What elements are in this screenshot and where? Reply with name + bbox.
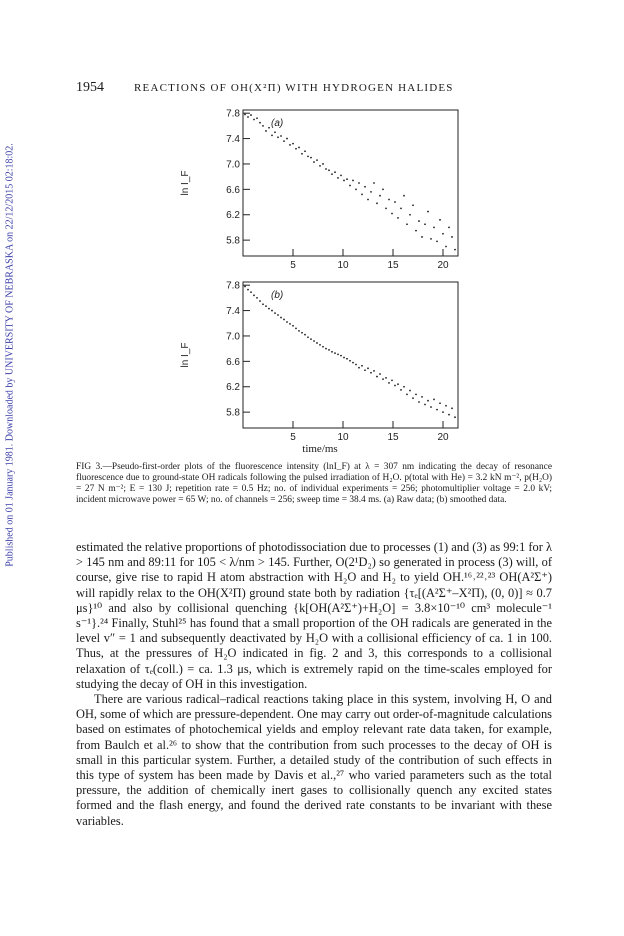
data-point bbox=[289, 323, 291, 325]
data-point bbox=[367, 199, 369, 201]
data-point bbox=[244, 286, 246, 288]
data-point bbox=[283, 140, 285, 142]
y-tick-label: 6.6 bbox=[226, 356, 240, 368]
data-point bbox=[406, 393, 408, 395]
x-tick-label: 15 bbox=[387, 260, 399, 271]
data-point bbox=[292, 325, 294, 327]
y-axis-label: ln I_F bbox=[180, 170, 191, 196]
data-point bbox=[430, 406, 432, 408]
data-point bbox=[421, 396, 423, 398]
data-point bbox=[385, 207, 387, 209]
data-point bbox=[397, 217, 399, 219]
data-point bbox=[415, 393, 417, 395]
data-point bbox=[361, 365, 363, 367]
data-point bbox=[376, 376, 378, 378]
y-tick-label: 5.8 bbox=[226, 235, 240, 247]
data-point bbox=[334, 352, 336, 354]
data-point bbox=[367, 367, 369, 369]
data-point bbox=[319, 165, 321, 167]
data-point bbox=[310, 157, 312, 159]
data-point bbox=[430, 238, 432, 240]
data-point bbox=[262, 303, 264, 305]
data-point bbox=[436, 409, 438, 411]
x-tick-label: 5 bbox=[290, 432, 296, 443]
data-point bbox=[268, 127, 270, 129]
data-point bbox=[292, 143, 294, 145]
data-point bbox=[448, 227, 450, 229]
data-point bbox=[325, 168, 327, 170]
data-point bbox=[259, 300, 261, 302]
data-point bbox=[370, 372, 372, 374]
data-point bbox=[283, 319, 285, 321]
data-point bbox=[247, 289, 249, 291]
data-point bbox=[433, 227, 435, 229]
data-point bbox=[316, 342, 318, 344]
data-point bbox=[400, 389, 402, 391]
x-axis-title: time/ms bbox=[302, 443, 338, 455]
data-point bbox=[301, 153, 303, 155]
paragraph-1: estimated the relative proportions of photodissociation due to processes (1) and (3) as 99:1 for λ > 145 nm and 89:11 for 105 < λ/nm > 145. Further, O(2¹D₂) so generated in process (3) will, of course, give rise to rapid H atom abstraction with H₂O and H₂ to yield OH.¹⁶˒²²˒²³ OH(A²Σ⁺) will rapidly relax to the OH(X²Π) ground state both by radiation {τₑ[(A²Σ⁺–X²Π), (0, 0)] ≈ 0.7 μs}¹⁰ and also by collisional quenching {k[OH(A²Σ⁺)+H₂O] = 3.8×10⁻¹⁰ cm³ molecule⁻¹ s⁻¹}.²⁴ Finally, Stuhl²⁵ has found that a small proportion of the OH radicals are generated in the level v″ = 1 and subsequently deactivated by H₂O with a collisional efficiency of ca. 1 in 100. Thus, at the pressures of H₂O indicated in fig. 2 and 3, this corresponds to a collisional relaxation of τₑ(coll.) = ca. 1.3 μs, which is extremely rapid on the time-scales employed for studying the decay of OH in this investigation. bbox=[76, 540, 552, 691]
data-point bbox=[442, 233, 444, 235]
data-point bbox=[247, 116, 249, 118]
data-point bbox=[301, 332, 303, 334]
data-point bbox=[343, 180, 345, 182]
data-point bbox=[358, 367, 360, 369]
data-point bbox=[334, 171, 336, 173]
page-number: 1954 bbox=[76, 80, 104, 95]
body-text bbox=[76, 540, 552, 829]
panel-label: (a) bbox=[271, 118, 284, 129]
data-point bbox=[418, 220, 420, 222]
data-point bbox=[277, 314, 279, 316]
data-point bbox=[316, 159, 318, 161]
data-point bbox=[415, 230, 417, 232]
data-point bbox=[268, 308, 270, 310]
y-tick-label: 7.0 bbox=[226, 331, 240, 343]
data-point bbox=[373, 182, 375, 184]
data-point bbox=[259, 122, 261, 124]
data-point bbox=[274, 131, 276, 133]
data-point bbox=[388, 382, 390, 384]
data-point bbox=[280, 317, 282, 319]
data-point bbox=[340, 355, 342, 357]
data-point bbox=[427, 400, 429, 402]
data-point bbox=[271, 310, 273, 312]
data-point bbox=[289, 144, 291, 146]
data-point bbox=[364, 369, 366, 371]
data-point bbox=[325, 348, 327, 350]
data-point bbox=[355, 188, 357, 190]
x-tick-label: 20 bbox=[437, 432, 449, 443]
x-tick-label: 10 bbox=[337, 260, 349, 271]
data-point bbox=[304, 150, 306, 152]
y-axis-label: ln I_F bbox=[180, 342, 191, 368]
figure-caption: FIG 3.—Pseudo-first-order plots of the fluorescence intensity (lnI_F) at λ = 307 nm indicating the decay of resonance fluorescence due to ground-state OH radicals following the pulsed irradiation of H₂O. p(total with He) = 3.2 kN m⁻², p(H₂O) = 27 N m⁻²; E = 130 J; repetition rate = 0.5 Hz; no. of individual experiments = 256; photomultiplier voltage = 2.0 kV; incident microwave power = 65 W; no. of channels = 256; sweep time = 38.4 ms. (a) Raw data; (b) smoothed data. bbox=[76, 462, 552, 505]
data-point bbox=[406, 223, 408, 225]
plot-frame bbox=[243, 282, 458, 428]
data-point bbox=[397, 383, 399, 385]
data-point bbox=[391, 213, 393, 215]
data-point bbox=[403, 195, 405, 197]
data-point bbox=[403, 386, 405, 388]
data-point bbox=[445, 246, 447, 248]
y-tick-label: 6.6 bbox=[226, 184, 240, 196]
data-point bbox=[277, 136, 279, 138]
data-point bbox=[265, 305, 267, 307]
data-point bbox=[355, 364, 357, 366]
data-point bbox=[370, 191, 372, 193]
y-tick-label: 7.4 bbox=[226, 306, 240, 318]
data-point bbox=[313, 340, 315, 342]
data-point bbox=[331, 173, 333, 175]
data-point bbox=[265, 130, 267, 132]
chart-b-svg bbox=[160, 272, 480, 442]
data-point bbox=[331, 351, 333, 353]
x-tick-label: 5 bbox=[290, 260, 296, 271]
data-point bbox=[454, 416, 456, 418]
data-point bbox=[409, 390, 411, 392]
data-point bbox=[352, 180, 354, 182]
y-tick-label: 5.8 bbox=[226, 407, 240, 419]
data-point bbox=[427, 211, 429, 213]
data-point bbox=[328, 349, 330, 351]
data-point bbox=[439, 219, 441, 221]
y-tick-label: 6.2 bbox=[226, 210, 240, 222]
y-tick-label: 7.4 bbox=[226, 134, 240, 146]
data-point bbox=[322, 163, 324, 165]
data-point bbox=[256, 297, 258, 299]
data-point bbox=[451, 236, 453, 238]
data-point bbox=[391, 379, 393, 381]
data-point bbox=[319, 344, 321, 346]
data-point bbox=[337, 177, 339, 179]
data-point bbox=[394, 201, 396, 203]
data-point bbox=[454, 249, 456, 251]
data-point bbox=[244, 114, 246, 116]
data-point bbox=[373, 370, 375, 372]
data-point bbox=[349, 185, 351, 187]
data-point bbox=[298, 330, 300, 332]
data-point bbox=[400, 207, 402, 209]
data-point bbox=[286, 321, 288, 323]
data-point bbox=[262, 125, 264, 127]
chart-panel-b bbox=[160, 272, 480, 442]
panel-label: (b) bbox=[271, 290, 284, 301]
download-watermark bbox=[2, 120, 18, 590]
running-head: REACTIONS OF OH(X²Π) WITH HYDROGEN HALIDES bbox=[134, 82, 454, 94]
data-point bbox=[409, 214, 411, 216]
data-point bbox=[280, 135, 282, 137]
data-point bbox=[382, 378, 384, 380]
data-point bbox=[439, 402, 441, 404]
data-point bbox=[307, 155, 309, 157]
data-point bbox=[388, 199, 390, 201]
data-point bbox=[364, 186, 366, 188]
data-point bbox=[451, 407, 453, 409]
data-point bbox=[421, 236, 423, 238]
data-point bbox=[412, 397, 414, 399]
data-point bbox=[424, 223, 426, 225]
data-point bbox=[304, 334, 306, 336]
data-point bbox=[256, 117, 258, 119]
y-tick-label: 7.8 bbox=[226, 108, 240, 120]
x-tick-label: 10 bbox=[337, 432, 349, 443]
data-point bbox=[385, 377, 387, 379]
data-point bbox=[346, 358, 348, 360]
data-point bbox=[433, 399, 435, 401]
data-point bbox=[250, 291, 252, 293]
data-point bbox=[286, 138, 288, 140]
chart-panel-a bbox=[160, 100, 480, 270]
data-point bbox=[337, 353, 339, 355]
data-point bbox=[271, 134, 273, 136]
data-point bbox=[322, 346, 324, 348]
x-tick-label: 20 bbox=[437, 260, 449, 271]
data-point bbox=[295, 148, 297, 150]
data-point bbox=[250, 114, 252, 116]
data-point bbox=[253, 294, 255, 296]
data-point bbox=[349, 360, 351, 362]
data-point bbox=[307, 336, 309, 338]
data-point bbox=[298, 147, 300, 149]
data-point bbox=[424, 404, 426, 406]
x-tick-label: 15 bbox=[387, 432, 399, 443]
data-point bbox=[445, 405, 447, 407]
y-tick-label: 6.2 bbox=[226, 382, 240, 394]
data-point bbox=[343, 357, 345, 359]
data-point bbox=[340, 174, 342, 176]
data-point bbox=[382, 188, 384, 190]
data-point bbox=[346, 178, 348, 180]
data-point bbox=[328, 169, 330, 171]
data-point bbox=[394, 385, 396, 387]
paragraph-2: There are various radical–radical reactions taking place in this system, involving H, O and OH, some of which are pressure-dependent. One may carry out order-of-magnitude calculations based on estimates of photochemical yields and employ relevant rate data taken, for example, from Baulch et al.²⁶ to show that the contribution from such processes to the decay of OH is small in this particular system. Further, a detailed study of the contribution of such effects in this type of system has been made by Davis et al.,²⁷ who varied parameters such as the total pressure, the addition of chemically inert gases to collisionally quench any excited states formed and the flash energy, and found the derived rate constants to be invariant with these variables. bbox=[76, 692, 552, 828]
data-point bbox=[379, 373, 381, 375]
data-point bbox=[358, 182, 360, 184]
data-point bbox=[448, 414, 450, 416]
data-point bbox=[418, 401, 420, 403]
chart-a-svg bbox=[160, 100, 480, 270]
data-point bbox=[412, 204, 414, 206]
data-point bbox=[436, 241, 438, 243]
data-point bbox=[379, 195, 381, 197]
y-tick-label: 7.8 bbox=[226, 280, 240, 292]
y-tick-label: 7.0 bbox=[226, 159, 240, 171]
data-point bbox=[313, 161, 315, 163]
data-point bbox=[310, 338, 312, 340]
data-point bbox=[376, 202, 378, 204]
download-watermark-text: Published on 01 January 1981. Downloaded by UNIVERSITY OF NEBRASKA on 22/12/2015 02:18:02. bbox=[4, 143, 16, 567]
data-point bbox=[253, 119, 255, 121]
data-point bbox=[361, 194, 363, 196]
data-point bbox=[442, 411, 444, 413]
data-point bbox=[274, 312, 276, 314]
data-point bbox=[352, 362, 354, 364]
data-point bbox=[295, 327, 297, 329]
